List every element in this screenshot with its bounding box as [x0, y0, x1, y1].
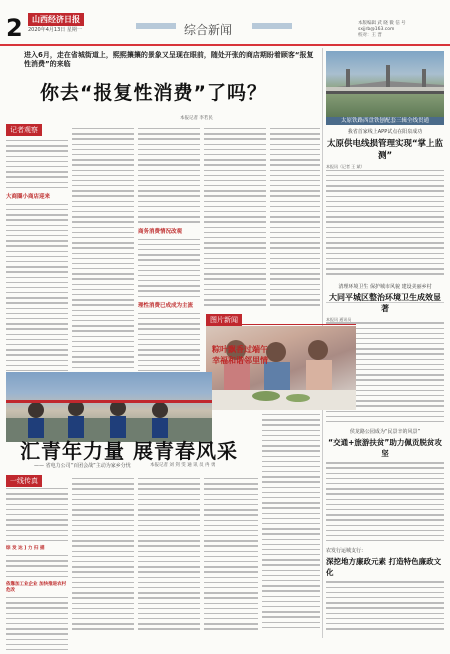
editor-info	[358, 21, 406, 39]
youth-volunteers-photo	[6, 372, 212, 442]
article-col-3	[138, 128, 200, 375]
page-number: 2	[6, 14, 23, 42]
editor-email: sxjjrb@163.com	[358, 27, 395, 32]
column-label-observer: 记者观察	[6, 124, 42, 136]
kicker-1: 我省首家线上APP试点在阳泉成功	[347, 129, 423, 135]
bottom-subhead-2: 依靠加工业企业 加快推进农村危改	[6, 582, 67, 593]
paper-name: 山西经济日报	[28, 13, 84, 26]
main-headline: 你去“报复性消费”了吗？	[40, 82, 267, 104]
bottom-col-1	[6, 488, 68, 654]
subhead-3: 理性消费已成成为主流	[138, 302, 194, 309]
kicker-3: 侯龙路公园成为“民景辛的风景”	[349, 429, 421, 436]
headline-integrity: 深挖地方廉政元素 打造特色廉政文化	[326, 557, 442, 578]
photo-news-caption: 粽叶飘香过端午 幸福和谐邻里情	[212, 345, 268, 365]
railway-photo	[326, 51, 444, 117]
editor-line: 本版编辑 武 晓 微 信 号	[358, 21, 406, 26]
byline-datong: 本报讯 通讯员	[326, 316, 352, 322]
subhead-1: 大商圈小商店迎来	[6, 193, 51, 200]
lead-paragraph: 进入6月，走在省城街道上，熙熙攘攘的景象又呈现在眼前，随处开张的商店期盼着顾客“报复性消费”的来临	[24, 51, 314, 68]
photo-news-label: 图片新闻	[206, 314, 242, 326]
bottom-byline: 本报记者 刘 剑 雯 通 讯 员 冉 勇	[150, 463, 216, 468]
headline-power: 太原供电线损管理实现“掌上监测”	[326, 139, 444, 161]
headline-datong: 大同平城区整治环境卫生成效显著	[329, 292, 441, 313]
bottom-subtitle: —— 省电力公司“百团会战”主动为家乡分忧	[34, 463, 131, 469]
subhead-2: 商务消费情况改观	[138, 228, 183, 235]
section-title: 综合新闻	[184, 23, 233, 37]
bottom-col-4	[204, 478, 258, 634]
kicker-4: 农发行运城支行：	[326, 548, 367, 555]
kicker-2: 清理环境卫生 保护城市风貌 建设美丽乡村	[338, 283, 432, 290]
section-bar-left	[136, 23, 176, 29]
railway-photo-caption: 太原铁路西盘铁刨配套三辑全线贯通	[326, 117, 444, 125]
issue-date: 2020年4月13日 星期一	[28, 27, 82, 33]
article-col-5	[270, 128, 320, 310]
bottom-col-5	[262, 414, 320, 632]
editor-proof: 校对：王 晋	[358, 33, 382, 38]
article-col-1	[6, 140, 68, 396]
headline-poverty: “交通+旅游扶贫”助力佩贡脱贫攻坚	[328, 438, 442, 459]
dragon-boat-photo	[206, 326, 356, 410]
article-col-4	[204, 128, 266, 310]
byline-power: 本报讯（记者 王 斌）	[326, 164, 365, 169]
section-bar-right	[252, 23, 292, 29]
bottom-headline: 汇青年力量 展青春风采	[20, 439, 238, 463]
bottom-subhead-1: 综 发 达 ] 力 扫 描	[6, 546, 45, 552]
column-label-frontline: 一线传真	[6, 475, 42, 487]
bottom-col-3	[138, 478, 200, 634]
main-byline: 本报记者 李若民	[180, 116, 213, 121]
article-col-2	[72, 128, 134, 372]
bottom-col-2	[72, 478, 134, 634]
